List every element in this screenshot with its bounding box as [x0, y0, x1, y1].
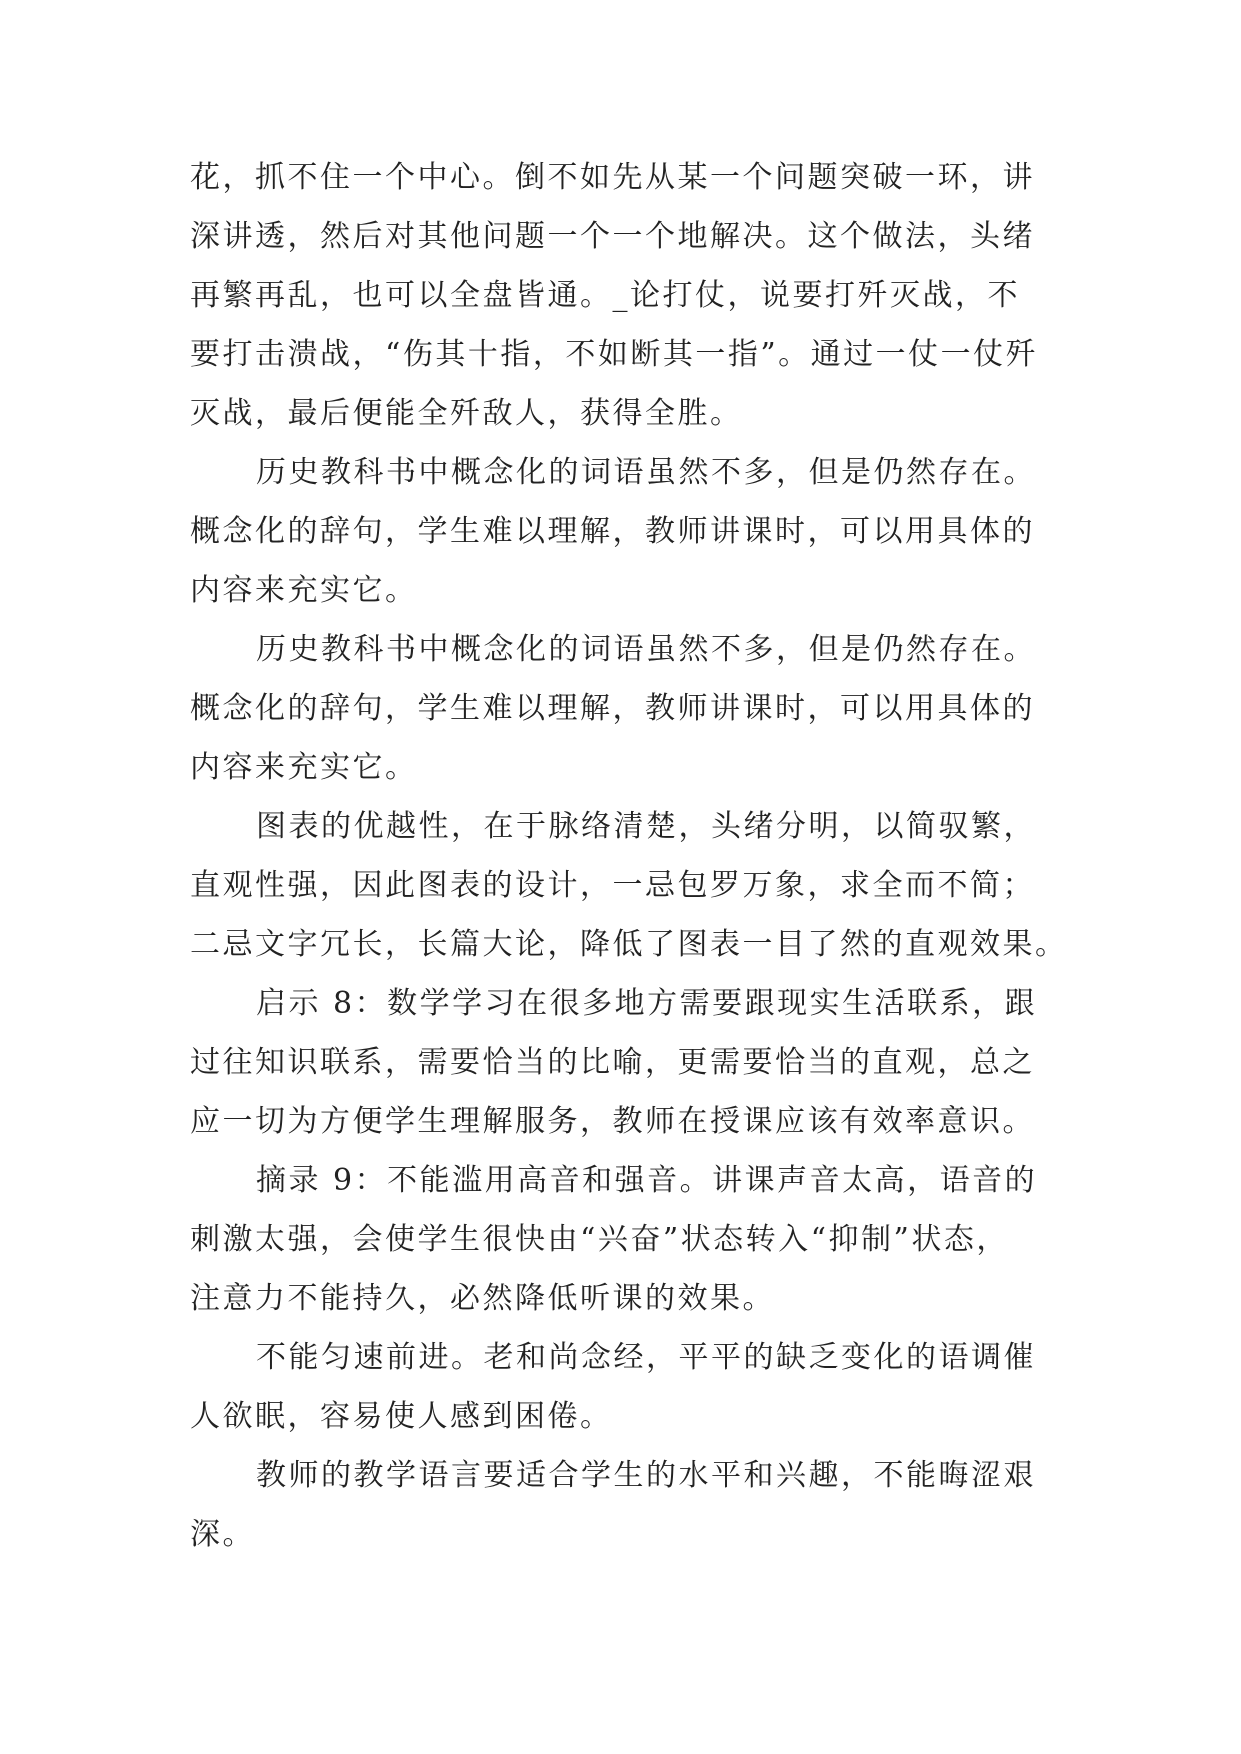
line: 不能匀速前进。老和尚念经，平平的缺乏变化的语调催 — [256, 1340, 1036, 1375]
line: 图表的优越性，在于脉络清楚，头绪分明，以简驭繁， — [256, 809, 1036, 844]
line: 刺激太强，会使学生很快由“兴奋”状态转入“抑制”状态， — [190, 1222, 1009, 1257]
line: 摘录 9：不能滥用高音和强音。讲课声音太高，语音的 — [256, 1163, 1038, 1198]
line: 启示 8：数学学习在很多地方需要跟现实生活联系，跟 — [256, 986, 1038, 1021]
line: 深讲透，然后对其他问题一个一个地解决。这个做法，头绪 — [190, 219, 1035, 254]
line: 概念化的辞句，学生难以理解，教师讲课时，可以用具体的 — [190, 514, 1035, 549]
line: 二忌文字冗长，长篇大论，降低了图表一目了然的直观效果。 — [190, 927, 1068, 962]
line: 内容来充实它。 — [190, 573, 418, 608]
line: 注意力不能持久，必然降低听课的效果。 — [190, 1281, 775, 1316]
line: 内容来充实它。 — [190, 750, 418, 785]
paragraph-7 — [190, 1328, 1070, 1446]
paragraph-3 — [190, 620, 1070, 797]
paragraph-2 — [190, 443, 1070, 620]
paragraph-4 — [190, 797, 1070, 974]
line: 再繁再乱，也可以全盘皆通。_论打仗，说要打歼灭战，不 — [190, 278, 1020, 313]
paragraph-1 — [190, 148, 1070, 443]
line: 应一切为方便学生理解服务，教师在授课应该有效率意识。 — [190, 1104, 1035, 1139]
line: 历史教科书中概念化的词语虽然不多，但是仍然存在。 — [256, 455, 1036, 490]
paragraph-8 — [190, 1446, 1070, 1564]
line: 概念化的辞句，学生难以理解，教师讲课时，可以用具体的 — [190, 691, 1035, 726]
paragraph-5 — [190, 974, 1070, 1151]
line: 花，抓不住一个中心。倒不如先从某一个问题突破一环，讲 — [190, 160, 1035, 195]
paragraph-6 — [190, 1151, 1070, 1328]
line: 过往知识联系，需要恰当的比喻，更需要恰当的直观，总之 — [190, 1045, 1035, 1080]
line: 深。 — [190, 1517, 255, 1552]
line: 教师的教学语言要适合学生的水平和兴趣，不能晦涩艰 — [256, 1458, 1036, 1493]
line: 灭战，最后便能全歼敌人，获得全胜。 — [190, 396, 743, 431]
line: 历史教科书中概念化的词语虽然不多，但是仍然存在。 — [256, 632, 1036, 667]
line: 人欲眠，容易使人感到困倦。 — [190, 1399, 613, 1434]
line: 直观性强，因此图表的设计，一忌包罗万象，求全而不简； — [190, 868, 1035, 903]
document-body — [190, 148, 1070, 1564]
line: 要打击溃战，“伤其十指，不如断其一指”。通过一仗一仗歼 — [190, 337, 1039, 372]
